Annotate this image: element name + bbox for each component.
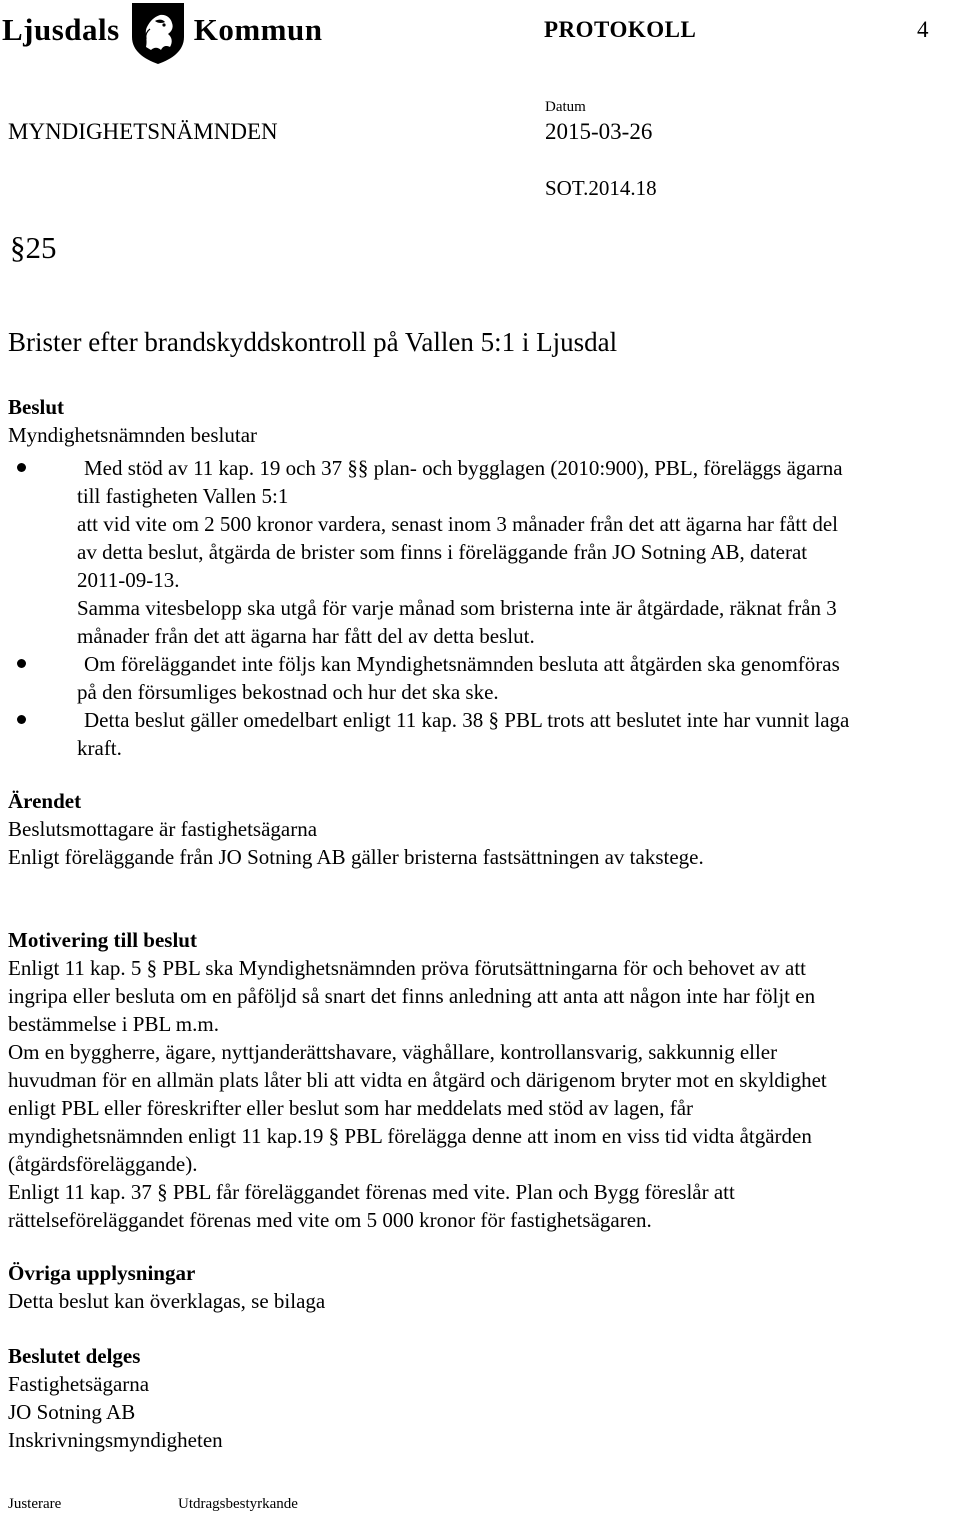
list-item (0, 706, 960, 762)
beslut-section (8, 393, 956, 449)
recipient-item: Inskrivningsmyndigheten (8, 1428, 223, 1452)
decision-line: Om föreläggandet inte följs kan Myndighetsnämnden besluta att åtgärden ska genomföras (84, 652, 840, 676)
decision-line: Detta beslut gäller omedelbart enligt 11 kap. 38 § PBL trots att beslutet inte har vunnit laga (84, 708, 850, 732)
motivering-line: Enligt 11 kap. 37 § PBL får föreläggandet förenas med vite. Plan och Bygg föreslår att (8, 1180, 735, 1204)
decision-line: Med stöd av 11 kap. 19 och 37 §§ plan- och bygglagen (2010:900), PBL, föreläggs ägarna (84, 456, 843, 480)
arendet-section (8, 787, 956, 871)
logo-text-right: Kommun (193, 12, 323, 47)
motivering-line: myndighetsnämnden enligt 11 kap.19 § PBL förelägga denne att inom en viss tid vidta åtgärden (8, 1124, 812, 1148)
motivering-line: rättelseföreläggandet förenas med vite om 5 000 kronor för fastighetsägaren. (8, 1208, 652, 1232)
ovriga-line: Detta beslut kan överklagas, se bilaga (8, 1289, 326, 1313)
motivering-section (8, 926, 956, 1234)
beslut-heading: Beslut (8, 395, 65, 419)
meeting-date: 2015-03-26 (545, 119, 653, 144)
arendet-heading: Ärendet (8, 789, 82, 813)
recipient-item: Fastighetsägarna (8, 1372, 150, 1396)
motivering-line: Enligt 11 kap. 5 § PBL ska Myndighetsnämnden pröva förutsättningarna för och behovet av att (8, 956, 807, 980)
paragraph-number: §25 (10, 230, 57, 265)
justerare-label: Justerare (8, 1496, 62, 1512)
decision-line: till fastigheten Vallen 5:1 (77, 484, 289, 508)
list-item (0, 454, 960, 650)
bullet-icon (17, 659, 26, 668)
arendet-line: Beslutsmottagare är fastighetsägarna (8, 817, 318, 841)
delges-heading: Beslutet delges (8, 1344, 141, 1368)
decision-line: kraft. (77, 736, 122, 760)
motivering-line: bestämmelse i PBL m.m. (8, 1012, 219, 1036)
motivering-heading: Motivering till beslut (8, 928, 197, 952)
page-title: Brister efter brandskyddskontroll på Vallen 5:1 i Ljusdal (8, 327, 618, 357)
page-number: 4 (917, 17, 929, 42)
decision-line: att vid vite om 2 500 kronor vardera, senast inom 3 månader från det att ägarna har fått del (77, 512, 838, 536)
case-number: SOT.2014.18 (545, 176, 657, 200)
list-item (0, 650, 960, 706)
bullet-icon (17, 715, 26, 724)
delges-section (8, 1342, 956, 1454)
motivering-line: ingripa eller besluta om en påföljd så snart det finns anledning att anta att någon inte har följt en (8, 984, 816, 1008)
motivering-line: enligt PBL eller föreskrifter eller beslut som har meddelats med stöd av lagen, får (8, 1096, 694, 1120)
decision-line: 2011-09-13. (77, 568, 180, 592)
lion-shield-icon (128, 1, 188, 65)
arendet-line: Enligt föreläggande från JO Sotning AB gäller bristerna fastsättningen av takstege. (8, 845, 704, 869)
committee-name: MYNDIGHETSNÄMNDEN (8, 119, 278, 144)
logo-text-left: Ljusdals (2, 12, 120, 47)
ovriga-section (8, 1259, 956, 1315)
recipient-item: JO Sotning AB (8, 1400, 136, 1424)
decision-line: av detta beslut, åtgärda de brister som finns i föreläggande från JO Sotning AB, daterat (77, 540, 808, 564)
utdrag-label: Utdragsbestyrkande (178, 1496, 298, 1512)
decision-line: på den försumliges bekostnad och hur det ska ske. (77, 680, 499, 704)
bullet-icon (17, 463, 26, 472)
document-type: PROTOKOLL (544, 17, 697, 42)
decision-line: Samma vitesbelopp ska utgå för varje månad som bristerna inte är åtgärdade, räknat från 3 (77, 596, 837, 620)
municipality-logo (2, 0, 322, 70)
motivering-line: huvudman för en allmän plats låter bli att vidta en åtgärd och därigenom bryter mot en skyldighet (8, 1068, 827, 1092)
motivering-line: (åtgärdsföreläggande). (8, 1152, 198, 1176)
beslut-intro: Myndighetsnämnden beslutar (8, 423, 258, 447)
decision-list (0, 454, 960, 762)
motivering-line: Om en byggherre, ägare, nyttjanderättshavare, väghållare, kontrollansvarig, sakkunnig eller (8, 1040, 778, 1064)
decision-line: månader från det att ägarna har fått del av detta beslut. (77, 624, 535, 648)
ovriga-heading: Övriga upplysningar (8, 1261, 196, 1285)
date-label: Datum (545, 99, 586, 115)
